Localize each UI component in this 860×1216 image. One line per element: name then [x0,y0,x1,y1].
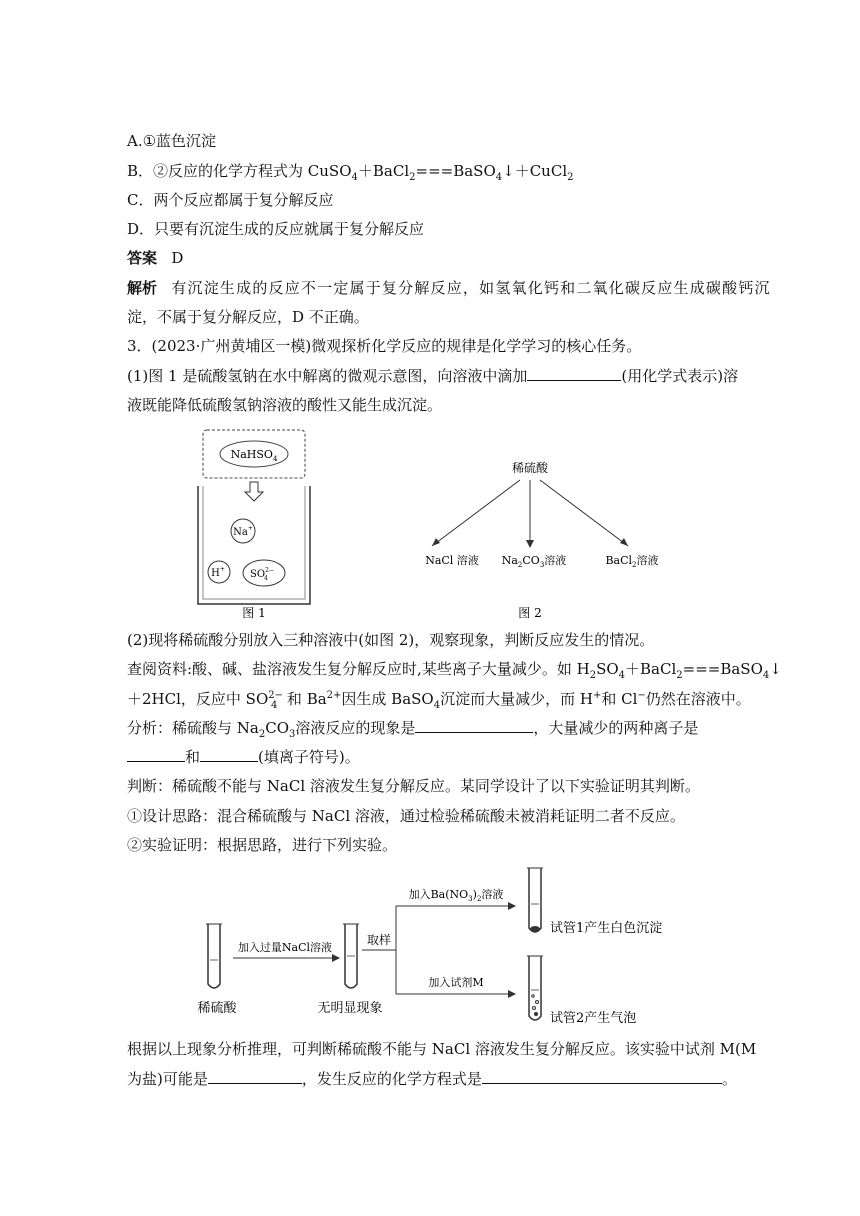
arrow-mid-head [526,540,534,548]
na-label: Na+ [233,525,253,538]
test-tube-dilute-acid [208,924,220,988]
arrow-left-line [432,480,520,546]
upper-reagent-label: 加入$Ba(NO_3)_2$溶液 [408,888,504,903]
step1-label: 加入过量NaCl溶液 [237,941,333,954]
design-idea: ①设计思路：混合稀硫酸与 NaCl 溶液，通过检验稀硫酸未被消耗证明二者不反应。 [127,807,685,825]
white-precipitate-mark [530,926,540,932]
arrow-right-head [620,538,628,546]
fig1-caption: 图 1 [242,606,266,620]
arrow-right-line [540,480,628,546]
so4-label: $SO^{2-}$ 4 [250,567,274,582]
q3-part2: (2)现将稀硫酸分别放入三种溶液中(如图 2)，观察现象，判断反应发生的情况。 [127,631,655,649]
bacl2-solution-label: BaCl$_2$溶液 [605,554,659,569]
beaker-outer [198,486,310,604]
test-tube-2 [529,956,541,1020]
bubble-icon [536,1001,539,1004]
beaker-inner [203,486,305,599]
take-sample-label: 取样 [366,933,392,947]
fig2-caption: 图 2 [518,606,542,620]
conclusion-line1: 根据以上现象分析推理，可判断稀硫酸不能与 NaCl 溶液发生复分解反应。该实验中试剂 M(M [127,1040,757,1058]
q3-part1-cont: 液既能降低硫酸氢钠溶液的酸性又能生成沉淀。 [127,396,443,414]
lower-reagent-label: 加入试剂M [428,976,484,989]
option-b: B．②反应的化学方程式为 CuSO$_4$＋BaCl$_2$===BaSO$_4$↓＋CuCl$_2$ [127,162,574,183]
option-c: C．两个反应都属于复分解反应 [127,191,334,209]
result1-label: 试管1产生白色沉淀 [550,921,663,936]
analysis-question: 分析：稀硫酸与 $Na_2CO_3$溶液反应的现象是 ，大量减少的两种离子是 [127,719,699,740]
bubble-icon [533,1007,536,1010]
analysis-line2: 淀，不属于复分解反应，D 不正确。 [127,308,369,326]
nacl-solution-label: NaCl 溶液 [425,554,479,567]
option-d: D．只要有沉淀生成的反应就属于复分解反应 [127,220,425,238]
q3-title: 3．(2023·广州黄埔区一模)微观探析化学反应的规律是化学学习的核心任务。 [127,337,642,355]
analysis: 解析 有沉淀生成的反应不一定属于复分解反应，如氢氧化钙和二氧化碳反应生成碳酸钙沉 [127,279,771,297]
bubble-icon [534,1012,538,1016]
result2-label: 试管2产生气泡 [550,1011,637,1026]
answer: 答案 D [127,249,184,267]
tube1-label: 无明显现象 [317,1001,383,1016]
conclusion-line2: 为盐)可能是 ，发生反应的化学方程式是 。 [127,1070,737,1088]
experiment-diagram [0,850,860,1040]
upper-arrow-head [508,902,516,910]
na2co3-solution-label: $Na_2CO_3$溶液 [501,554,567,569]
nahso4-label: NaHSO$_4$ [230,448,278,463]
reference-line2: ＋2HCl，反应中 $SO^{2-}_4$ 和 $Ba^{2+}$因生成 BaSO$_4$沉淀而大量减少，而 H+和 Cl−仍然在溶液中。 [127,690,751,711]
tube0-label: 稀硫酸 [197,1001,237,1016]
judgement: 判断：稀硫酸不能与 NaCl 溶液发生复分解反应。某同学设计了以下实验证明其判断。 [127,777,700,795]
down-arrow-icon [245,482,263,501]
experiment-proof: ②实验证明：根据思路，进行下列实验。 [127,836,398,854]
bubble-icon [532,995,534,997]
test-tube-1 [529,868,541,932]
q3-part1: (1)图 1 是硫酸氢钠在水中解离的微观示意图，向溶液中滴加 (用化学式表示)溶 [127,367,739,385]
arrow1-head [332,954,340,962]
lower-arrow-head [508,990,516,998]
option-a: A.①蓝色沉淀 [127,132,217,150]
arrow-left-head [432,538,440,546]
analysis-blanks: 和 (填离子符号)。 [127,746,360,768]
h-label: H+ [211,566,225,579]
reference-line1: 查阅资料:酸、碱、盐溶液发生复分解反应时,某些离子大量减少。如 $H_2SO_4+BaCl_2===BaSO_4↓$ [127,660,782,681]
fig2-top-label: 稀硫酸 [511,461,549,475]
